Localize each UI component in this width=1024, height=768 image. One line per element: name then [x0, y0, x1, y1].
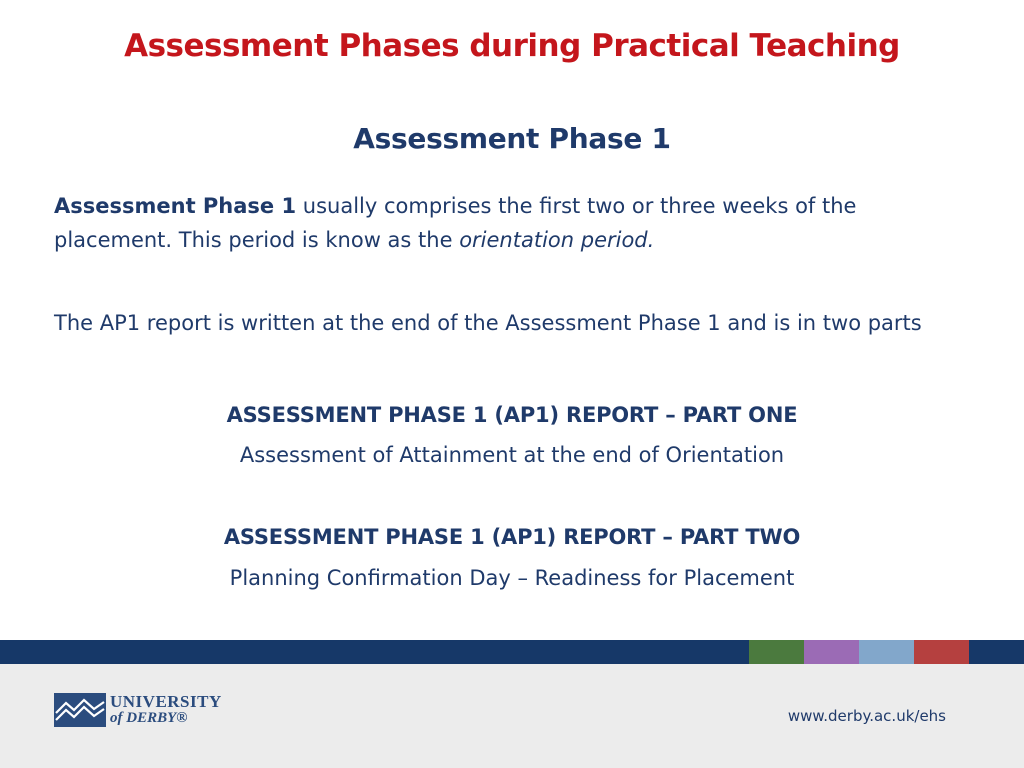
intro-bold-lead: Assessment Phase 1: [54, 194, 297, 218]
website-url[interactable]: www.derby.ac.uk/ehs: [787, 707, 946, 725]
intro-paragraph: [54, 189, 954, 257]
footer-swatch-red: [914, 640, 969, 664]
logo-university-text: UNIVERSITY: [110, 692, 222, 711]
university-logo: [54, 690, 222, 730]
intro-text: usually comprises the first two or three weeks of the placement. This period is know as the: [54, 194, 857, 252]
logo-derby-text: of DERBY®: [110, 710, 188, 726]
intro-italic-text: orientation period.: [459, 228, 655, 252]
report-paragraph: The AP1 report is written at the end of the Assessment Phase 1 and is in two parts: [54, 311, 922, 335]
mountains-logo-icon: [54, 693, 106, 727]
footer-swatch-green: [749, 640, 804, 664]
footer: [0, 664, 1024, 768]
footer-stripe-fill: [0, 640, 749, 664]
footer-swatch-purple: [804, 640, 859, 664]
footer-stripe: [0, 640, 1024, 664]
phase-heading: Assessment Phase 1: [353, 122, 671, 155]
part-two-heading: ASSESSMENT PHASE 1 (AP1) REPORT – PART TWO: [223, 525, 801, 549]
part-one-heading: ASSESSMENT PHASE 1 (AP1) REPORT – PART ONE: [226, 403, 798, 427]
footer-swatch-blue: [859, 640, 914, 664]
slide-title: Assessment Phases during Practical Teaching: [124, 28, 900, 64]
part-two-subtitle: Planning Confirmation Day – Readiness for Placement: [229, 566, 795, 590]
footer-stripe-end: [969, 640, 1024, 664]
part-one-subtitle: Assessment of Attainment at the end of Orientation: [239, 443, 785, 467]
